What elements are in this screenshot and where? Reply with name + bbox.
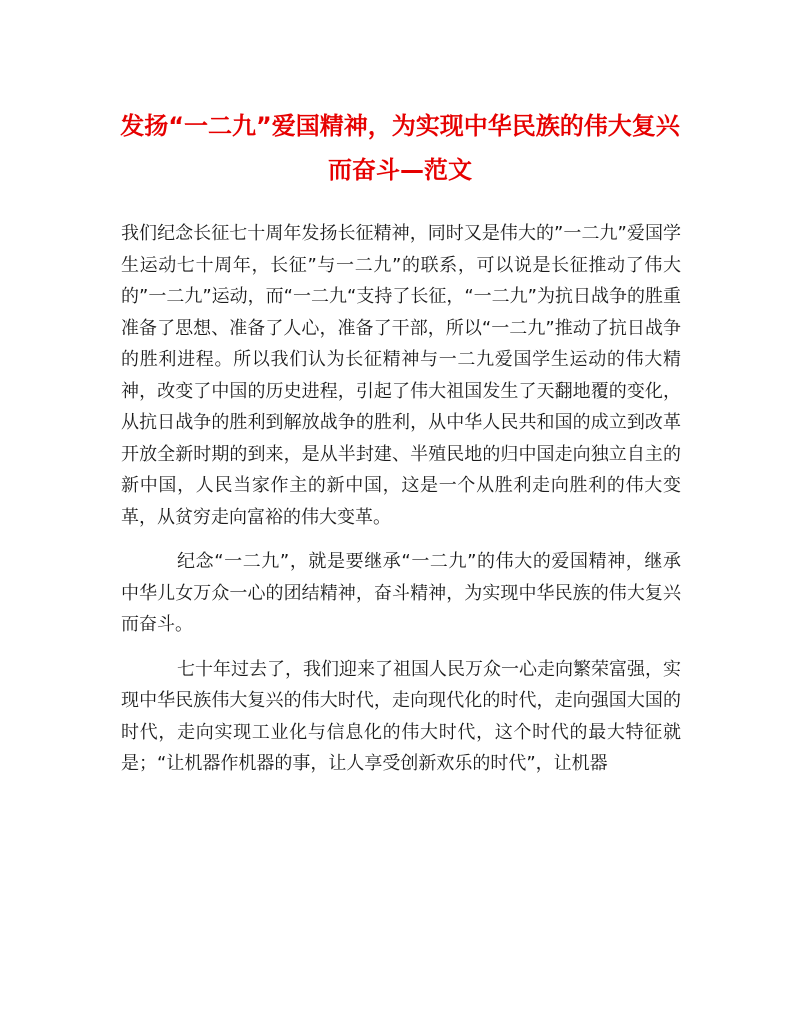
paragraph-3: 七十年过去了，我们迎来了祖国人民万众一心走向繁荣富强，实现中华民族伟大复兴的伟大时代，走向现代化的时代，走向强国大国的时代，走向实现工业化与信息化的伟大时代，这个时代的最大特征就是；“让机器作机器的事，让人享受创新欢乐的时代”，让机器 (121, 658, 681, 774)
paragraph-2: 纪念“一二九”，就是要继承“一二九”的伟大的爱国精神，继承中华儿女万众一心的团结精神，奋斗精神，为实现中华民族的伟大复兴而奋斗。 (121, 551, 681, 635)
document-title: 发扬“一二九”爱国精神，为实现中华民族的伟大复兴而奋斗—范文 (120, 112, 680, 184)
document-body (121, 218, 681, 793)
paragraph-1: 我们纪念长征七十周年发扬长征精神，同时又是伟大的”一二九”爱国学生运动七十周年，长征”与一二九”的联系，可以说是长征推动了伟大的”一二九”运动，而“一二九“支持了长征，“一二九”为抗日战争的胜重准备了思想、准备了人心，准备了干部，所以“一二九”推动了抗日战争的胜利进程。所以我们认为长征精神与一二九爱国学生运动的伟大精神，改变了中国的历史进程，引起了伟大祖国发生了天翻地覆的变化，从抗日战争的胜利到解放战争的胜利，从中华人民共和国的成立到改革开放全新时期的到来，是从半封建、半殖民地的归中国走向独立自主的新中国，人民当家作主的新中国，这是一个从胜利走向胜利的伟大变革，从贫穷走向富裕的伟大变革。 (121, 223, 681, 528)
